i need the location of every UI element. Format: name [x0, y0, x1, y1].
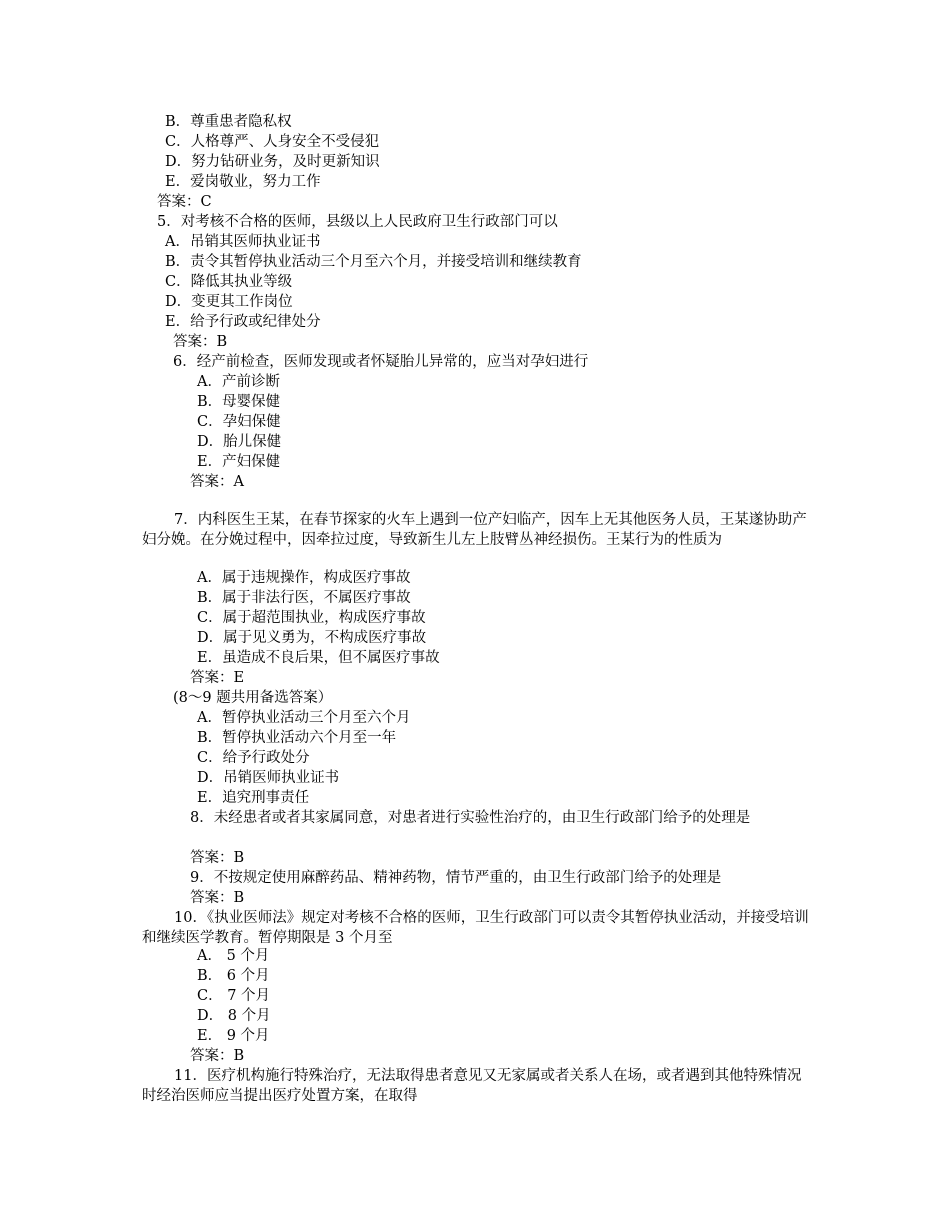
q8-stem: 8．未经患者或者其家属同意，对患者进行实验性治疗的，由卫生行政部门给予的处理是 — [190, 810, 751, 826]
q4-option-e: E．爱岗敬业，努力工作 — [165, 174, 321, 190]
q5-option-c: C．降低其执业等级 — [165, 274, 293, 290]
q7-option-d: D．属于见义勇为，不构成医疗事故 — [197, 630, 427, 646]
q6-option-d: D．胎儿保健 — [197, 434, 282, 450]
q6-option-c: C．孕妇保健 — [197, 414, 281, 430]
q10-option-d: D． 8 个月 — [197, 1008, 271, 1024]
q7-stem: 7．内科医生王某，在春节探家的火车上遇到一位产妇临产，因车上无其他医务人员，王某遂协助产妇分娩。在分娩过程中，因牵拉过度，导致新生儿左上肢臂丛神经损伤。王某行为的性质为 — [142, 512, 807, 548]
q5-option-a: A．吊销其医师执业证书 — [165, 234, 321, 250]
q5-stem: 5．对考核不合格的医师，县级以上人民政府卫生行政部门可以 — [157, 214, 558, 230]
shared-option-c: C．给予行政处分 — [197, 750, 310, 766]
q5-option-b: B．责令其暂停执业活动三个月至六个月，并接受培训和继续教育 — [165, 254, 582, 270]
shared-option-b: B．暂停执业活动六个月至一年 — [197, 730, 397, 746]
q11-stem: 11．医疗机构施行特殊治疗，无法取得患者意见又无家属或者关系人在场，或者遇到其他特殊情况时经治医师应当提出医疗处置方案，在取得 — [142, 1068, 802, 1104]
q6-answer: 答案：A — [190, 474, 244, 490]
q4-option-c: C．人格尊严、人身安全不受侵犯 — [165, 134, 380, 150]
q7-option-a: A．属于违规操作，构成医疗事故 — [197, 570, 411, 586]
q5-option-d: D．变更其工作岗位 — [165, 294, 293, 310]
q4-answer: 答案：C — [157, 194, 212, 210]
q10-stem: 10．《执业医师法》规定对考核不合格的医师，卫生行政部门可以责令其暂停执业活动，并接受培训和继续医学教育。暂停期限是 3 个月至 — [142, 910, 809, 946]
q7-answer: 答案：E — [190, 670, 245, 686]
q8-answer: 答案：B — [190, 850, 245, 866]
q5-answer: 答案：B — [173, 334, 228, 350]
q9-answer: 答案：B — [190, 890, 245, 906]
q10-answer: 答案：B — [190, 1048, 245, 1064]
q10-option-a: A． 5 个月 — [197, 948, 270, 964]
q9-stem: 9．不按规定使用麻醉药品、精神药物，情节严重的，由卫生行政部门给予的处理是 — [190, 870, 722, 886]
shared-option-a: A．暂停执业活动三个月至六个月 — [197, 710, 411, 726]
q6-option-e: E．产妇保健 — [197, 454, 281, 470]
q7-option-c: C．属于超范围执业，构成医疗事故 — [197, 610, 426, 626]
q6-option-a: A．产前诊断 — [197, 374, 280, 390]
q6-stem: 6．经产前检查，医师发现或者怀疑胎儿异常的，应当对孕妇进行 — [173, 354, 589, 370]
q4-option-d: D．努力钻研业务，及时更新知识 — [165, 154, 380, 170]
q7-option-b: B．属于非法行医，不属医疗事故 — [197, 590, 411, 606]
q10-option-e: E． 9 个月 — [197, 1028, 270, 1044]
q7-option-e: E．虽造成不良后果，但不属医疗事故 — [197, 650, 440, 666]
q4-option-b: B．尊重患者隐私权 — [165, 114, 292, 130]
shared-options-header: (8～9 题共用备选答案） — [173, 690, 333, 706]
q10-option-b: B． 6 个月 — [197, 968, 270, 984]
shared-option-d: D．吊销医师执业证书 — [197, 770, 340, 786]
q5-option-e: E．给予行政或纪律处分 — [165, 314, 321, 330]
shared-option-e: E．追究刑事责任 — [197, 790, 310, 806]
q10-option-c: C． 7 个月 — [197, 988, 271, 1004]
q6-option-b: B．母婴保健 — [197, 394, 281, 410]
